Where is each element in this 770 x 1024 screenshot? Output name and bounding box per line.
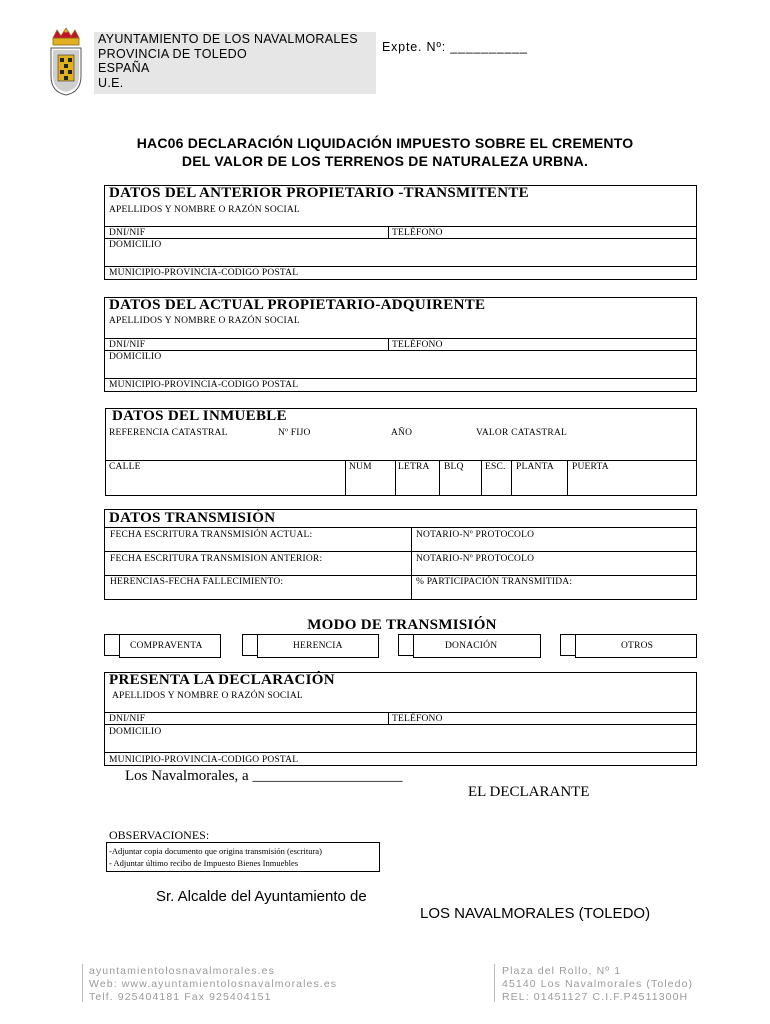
divider <box>439 460 440 496</box>
divider <box>104 551 697 552</box>
anterior-domicilio-label: DOMICILIO <box>109 240 162 250</box>
otros-label: OTROS <box>621 641 654 651</box>
footer-phone: Telf. 925404181 Fax 925404151 <box>89 991 272 1003</box>
divider <box>105 460 697 461</box>
divider <box>104 712 697 713</box>
divider <box>104 527 697 528</box>
divider <box>511 460 512 496</box>
actual-apellidos-label: APELLIDOS Y NOMBRE O RAZÓN SOCIAL <box>109 316 300 326</box>
divider <box>104 338 697 339</box>
inmueble-valor-label: VALOR CATASTRAL <box>476 428 568 438</box>
destinatario-line1: Sr. Alcalde del Ayuntamiento de <box>156 888 367 905</box>
footer-divider <box>82 964 83 1002</box>
divider <box>104 752 697 753</box>
org-name: AYUNTAMIENTO DE LOS NAVALMORALES <box>98 32 358 46</box>
coat-of-arms-icon <box>48 28 84 96</box>
footer-divider <box>494 964 495 1002</box>
organization-header <box>94 32 376 94</box>
actual-dni-label: DNI/NIF <box>109 340 146 350</box>
inmueble-planta-label: PLANTA <box>516 462 554 472</box>
anterior-municipio-label: MUNICIPIO-PROVINCIA-CODIGO POSTAL <box>109 268 299 278</box>
divider <box>411 527 412 599</box>
fecha-actual-label: FECHA ESCRITURA TRANSMISIÓN ACTUAL: <box>110 530 313 540</box>
presenta-dni-label: DNI/NIF <box>109 714 146 724</box>
inmueble-calle-label: CALLE <box>109 462 141 472</box>
herencias-label: HERENCIAS-FECHA FALLECIMIENTO: <box>110 577 284 587</box>
inmueble-puerta-label: PUERTA <box>572 462 609 472</box>
footer-left <box>89 965 337 1004</box>
observacion-item-2: - Adjuntar último recibo de Impuesto Bienes Inmuebles <box>109 858 299 868</box>
footer-city: 45140 Los Navalmorales (Toledo) <box>502 978 694 990</box>
herencia-label: HERENCIA <box>293 641 343 651</box>
actual-telefono-label: TELÉFONO <box>392 340 443 350</box>
footer-registry: REL: 01451127 C.I.F.P4511300H <box>502 991 689 1003</box>
footer-address: Plaza del Rollo, Nº 1 <box>502 965 622 977</box>
inmueble-blq-label: BLQ <box>444 462 464 472</box>
section-transmision-title: DATOS TRANSMISIÓN <box>109 510 276 526</box>
divider <box>104 378 697 379</box>
org-country: ESPAÑA <box>98 61 150 75</box>
inmueble-fijo-label: Nº FIJO <box>278 428 311 438</box>
fecha-anterior-label: FECHA ESCRITURA TRANSMISION ANTERIOR: <box>110 554 323 564</box>
presenta-apellidos-label: APELLIDOS Y NOMBRE O RAZÓN SOCIAL <box>112 691 303 701</box>
anterior-telefono-label: TELÉFONO <box>392 228 443 238</box>
divider <box>388 226 389 238</box>
divider <box>388 338 389 350</box>
modo-transmision-title: MODO DE TRANSMISIÓN <box>307 617 497 633</box>
inmueble-referencia-label: REFERENCIA CATASTRAL <box>109 428 228 438</box>
compraventa-label: COMPRAVENTA <box>130 641 203 651</box>
form-title-line1: HAC06 DECLARACIÓN LIQUIDACIÓN IMPUESTO SOBRE EL CREMENTO <box>136 135 634 151</box>
footer-site[interactable]: ayuntamientolosnavalmorales.es <box>89 965 275 977</box>
section-actual-title: DATOS DEL ACTUAL PROPIETARIO-ADQUIRENTE <box>109 297 486 313</box>
anterior-apellidos-label: APELLIDOS Y NOMBRE O RAZÓN SOCIAL <box>109 205 300 215</box>
divider <box>104 238 697 239</box>
inmueble-anio-label: AÑO <box>391 428 413 438</box>
presenta-telefono-label: TELÉFONO <box>392 714 443 724</box>
anterior-dni-label: DNI/NIF <box>109 228 146 238</box>
presenta-municipio-label: MUNICIPIO-PROVINCIA-CODIGO POSTAL <box>109 755 299 765</box>
divider <box>345 460 346 496</box>
section-inmueble-title: DATOS DEL INMUEBLE <box>112 408 287 424</box>
section-anterior-title: DATOS DEL ANTERIOR PROPIETARIO -TRANSMITENTE <box>109 185 529 201</box>
inmueble-esc-label: ESC. <box>485 462 506 472</box>
participacion-label: % PARTICIPACIÓN TRANSMITIDA: <box>416 577 573 587</box>
divider <box>104 266 697 267</box>
divider <box>388 712 389 724</box>
otros-checkbox[interactable] <box>560 634 576 656</box>
declarante-label: EL DECLARANTE <box>468 784 590 800</box>
divider <box>395 460 396 496</box>
divider <box>104 350 697 351</box>
org-union: U.E. <box>98 75 124 90</box>
presenta-domicilio-label: DOMICILIO <box>109 727 162 737</box>
expediente-number: Expte. Nº: __________ <box>382 40 528 54</box>
footer-web[interactable]: Web: www.ayuntamientolosnavalmorales.es <box>89 978 338 990</box>
notario-2-label: NOTARIO-Nº PROTOCOLO <box>416 554 535 564</box>
herencia-checkbox[interactable] <box>242 634 258 656</box>
observacion-item-1: -Adjuntar copia documento que origina transmisión (escritura) <box>109 846 322 856</box>
lugar-fecha-field[interactable]: Los Navalmorales, a ____________________ <box>125 768 403 784</box>
divider <box>104 575 697 576</box>
divider <box>567 460 568 496</box>
actual-municipio-label: MUNICIPIO-PROVINCIA-CODIGO POSTAL <box>109 380 299 390</box>
divider <box>481 460 482 496</box>
destinatario-line2: LOS NAVALMORALES (TOLEDO) <box>420 905 651 922</box>
divider <box>104 724 697 725</box>
org-province: PROVINCIA DE TOLEDO <box>98 46 248 61</box>
actual-domicilio-label: DOMICILIO <box>109 352 162 362</box>
observaciones-title: OBSERVACIONES: <box>109 828 210 842</box>
donacion-checkbox[interactable] <box>398 634 414 656</box>
divider <box>104 226 697 227</box>
donacion-label: DONACIÓN <box>445 641 498 651</box>
section-presenta-title: PRESENTA LA DECLARACIÓN <box>109 672 335 688</box>
form-title-line2: DEL VALOR DE LOS TERRENOS DE NATURALEZA URBNA. <box>181 153 589 169</box>
inmueble-letra-label: LETRA <box>398 462 430 472</box>
compraventa-checkbox[interactable] <box>104 634 120 656</box>
notario-1-label: NOTARIO-Nº PROTOCOLO <box>416 530 535 540</box>
inmueble-num-label: NUM <box>349 462 372 472</box>
footer-right <box>502 965 693 1004</box>
